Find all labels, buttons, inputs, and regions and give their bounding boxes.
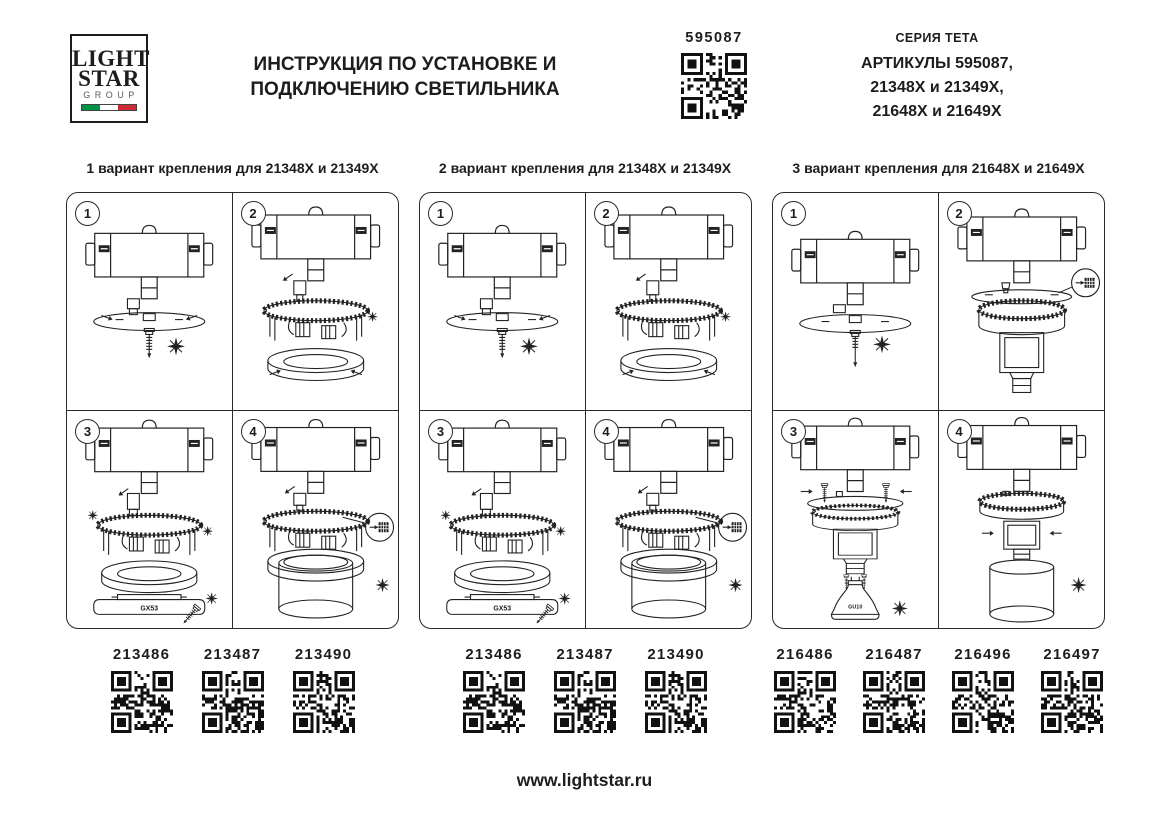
drawing-adapter-plate-pin [773, 193, 938, 410]
website-url: www.lightstar.ru [516, 770, 653, 790]
articles-line-1: АРТИКУЛЫ 595087, [861, 55, 1013, 72]
qr-code [645, 671, 707, 733]
section-2-heading: 2 вариант крепления для 21348X и 21349X [438, 160, 732, 176]
logo-text-star: STAR [78, 65, 140, 91]
step-panel [586, 193, 752, 411]
qr-code [293, 671, 355, 733]
article-code-item [293, 646, 355, 733]
qr-code [111, 671, 173, 733]
step-panel [420, 193, 586, 411]
series-title: СЕРИЯ ТЕТА [895, 31, 979, 45]
qr-code [952, 671, 1014, 733]
step-number-badge: 1 [428, 201, 453, 226]
product-code-block [666, 30, 762, 119]
step-number-badge: 2 [947, 201, 972, 226]
step-number-badge: 3 [75, 419, 100, 444]
step-panel [586, 411, 752, 629]
drawing-adapter-plate-screw [420, 193, 585, 410]
step-number-badge: 2 [594, 201, 619, 226]
article-number: 216486 [776, 646, 834, 663]
qr-code [554, 671, 616, 733]
title-line-1: ИНСТРУКЦИЯ ПО УСТАНОВКЕ И [253, 54, 557, 75]
step-panel [420, 411, 586, 629]
article-code-item [554, 646, 616, 733]
article-number: 216497 [1043, 646, 1101, 663]
page-title [205, 52, 605, 102]
step-panel [939, 193, 1105, 411]
qr-code [1041, 671, 1103, 733]
article-code-item [202, 646, 264, 733]
title-line-2: ПОДКЛЮЧЕНИЮ СВЕТИЛЬНИКА [250, 79, 560, 101]
mounting-variant-3-panel [772, 192, 1105, 629]
article-codes-variant-2 [419, 646, 751, 733]
lightstar-logo [70, 34, 148, 123]
step-panel [67, 411, 233, 629]
article-number: 216487 [865, 646, 923, 663]
step-panel [773, 411, 939, 629]
article-code-item [952, 646, 1014, 733]
step-number-badge: 3 [781, 419, 806, 444]
article-code-item [645, 646, 707, 733]
step-number-badge: 4 [594, 419, 619, 444]
logo-text-light: LIGHT [72, 46, 150, 71]
step-panel [773, 193, 939, 411]
mounting-variant-2-panel [419, 192, 752, 629]
step-panel [233, 411, 399, 629]
article-number: 213487 [556, 646, 614, 663]
step-number-badge: 4 [241, 419, 266, 444]
step-number-badge: 4 [947, 419, 972, 444]
step-number-badge: 2 [241, 201, 266, 226]
article-number: 213490 [294, 646, 353, 663]
step-panel [67, 193, 233, 411]
article-number: 216496 [954, 646, 1012, 663]
step-panel [939, 411, 1105, 629]
qr-code [681, 53, 747, 119]
gx53-label: GX53 [140, 604, 159, 612]
gu10-label: GU10 [848, 603, 863, 610]
italian-flag-stripe [81, 104, 137, 111]
article-number: 213486 [465, 646, 523, 663]
mounting-variant-1-panel [66, 192, 399, 629]
article-code-item [774, 646, 836, 733]
step-number-badge: 1 [75, 201, 100, 226]
logo-text-group: GROUP [83, 90, 139, 101]
step-number-badge: 3 [428, 419, 453, 444]
drawing-canopy-assembly [586, 193, 752, 410]
article-codes-variant-3 [772, 646, 1105, 733]
series-block [808, 31, 1066, 124]
product-code: 595087 [685, 30, 743, 46]
article-code-item [111, 646, 173, 733]
step-panel [233, 193, 399, 411]
qr-code [202, 671, 264, 733]
drawing-adapter-plate-screw [67, 193, 232, 410]
article-code-item [863, 646, 925, 733]
article-code-item [463, 646, 525, 733]
gx53-label: GX53 [493, 604, 512, 612]
article-codes-variant-1 [66, 646, 399, 733]
step-number-badge: 1 [781, 201, 806, 226]
drawing-canopy-assembly [233, 193, 399, 410]
article-code-item [1041, 646, 1103, 733]
articles-list [808, 52, 1066, 124]
article-number: 213490 [647, 646, 705, 663]
article-number: 213487 [203, 646, 262, 663]
qr-code [863, 671, 925, 733]
articles-line-3: 21648X и 21649X [872, 103, 1002, 120]
drawing-spot-body-assembly [939, 193, 1105, 410]
article-number: 213486 [112, 646, 171, 663]
qr-code [774, 671, 836, 733]
articles-line-2: 21348X и 21349X, [870, 79, 1004, 96]
section-1-heading: 1 вариант крепления для 21348X и 21349X [86, 160, 379, 176]
qr-code [463, 671, 525, 733]
section-3-heading: 3 вариант крепления для 21648X и 21649X [792, 160, 1085, 176]
